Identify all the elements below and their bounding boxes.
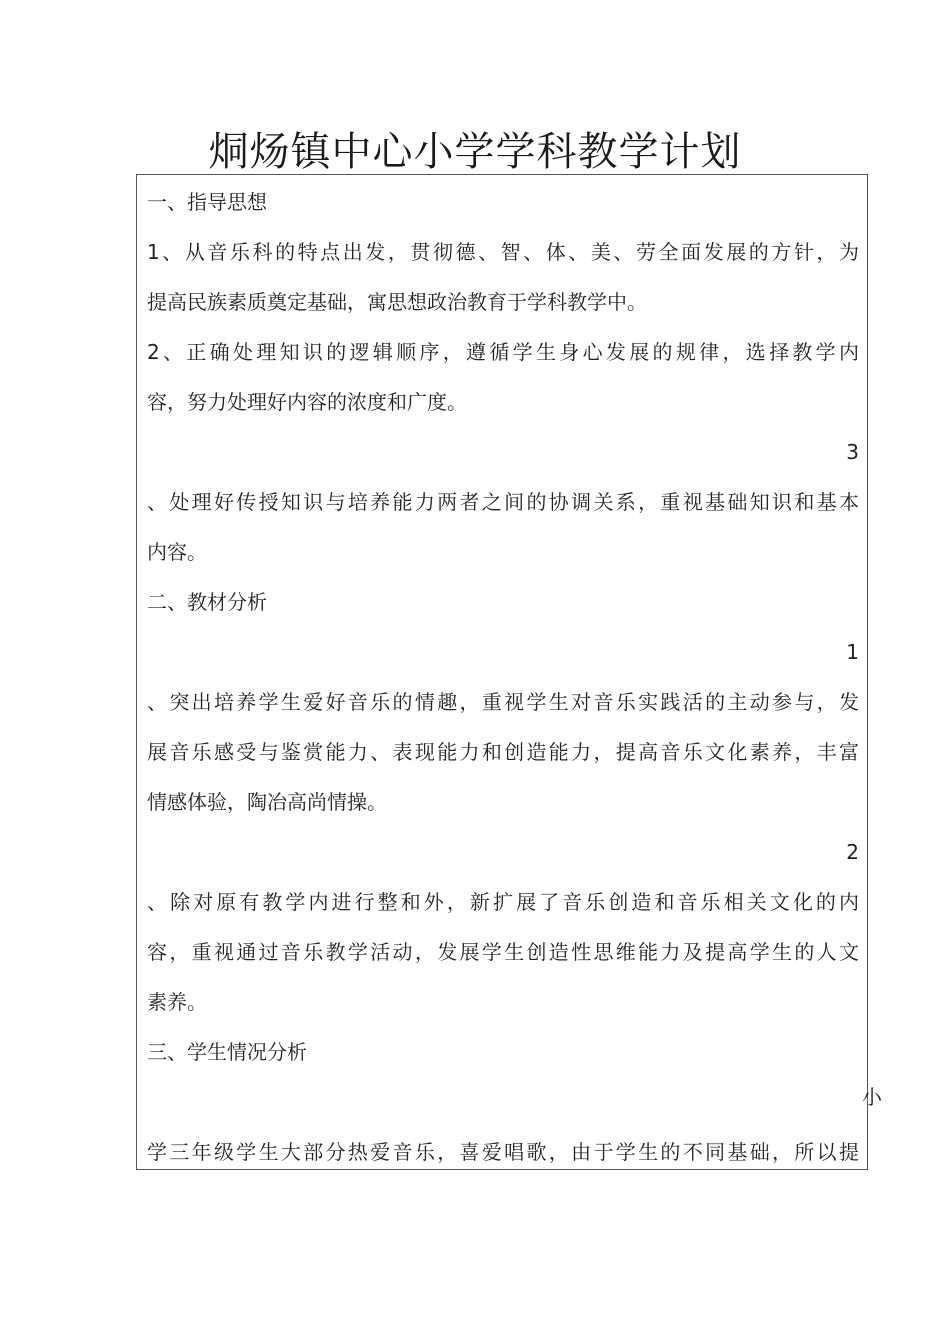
paragraph-line: 展音乐感受与鉴赏能力、表现能力和创造能力，提高音乐文化素养，丰富 [147, 740, 859, 764]
paragraph-line: 2、正确处理知识的逻辑顺序，遵循学生身心发展的规律，选择教学内 [147, 340, 859, 364]
section-heading-student-analysis: 三、学生情况分析 [147, 1040, 307, 1064]
list-number: 3 [846, 440, 859, 464]
paragraph-line: 学三年级学生大部分热爱音乐，喜爱唱歌，由于学生的不同基础，所以提 [147, 1140, 859, 1164]
document-title: 烔炀镇中心小学学科教学计划 [208, 129, 742, 175]
paragraph-line: 内容。 [147, 540, 207, 564]
section-heading-textbook-analysis: 二、教材分析 [147, 590, 267, 614]
section-heading-guiding-ideology: 一、指导思想 [147, 190, 267, 214]
content-box [136, 174, 868, 1170]
paragraph-line: 容，努力处理好内容的浓度和广度。 [147, 390, 467, 414]
paragraph-line: 提高民族素质奠定基础，寓思想政治教育于学科教学中。 [147, 290, 647, 314]
paragraph-line: 容，重视通过音乐教学活动，发展学生创造性思维能力及提高学生的人文 [147, 940, 859, 964]
paragraph-line: 、处理好传授知识与培养能力两者之间的协调关系，重视基础知识和基本 [147, 490, 859, 514]
paragraph-line: 情感体验，陶冶高尚情操。 [147, 790, 387, 814]
paragraph-line: 素养。 [147, 990, 207, 1014]
paragraph-line: 、突出培养学生爱好音乐的情趣，重视学生对音乐实践活的主动参与，发 [147, 690, 859, 714]
list-number: 2 [846, 840, 859, 864]
paragraph-line: 1、从音乐科的特点出发，贯彻德、智、体、美、劳全面发展的方针，为 [147, 240, 859, 264]
overflow-character: 小 [862, 1085, 882, 1109]
paragraph-line: 、除对原有教学内进行整和外，新扩展了音乐创造和音乐相关文化的内 [147, 890, 859, 914]
list-number: 1 [846, 640, 859, 664]
